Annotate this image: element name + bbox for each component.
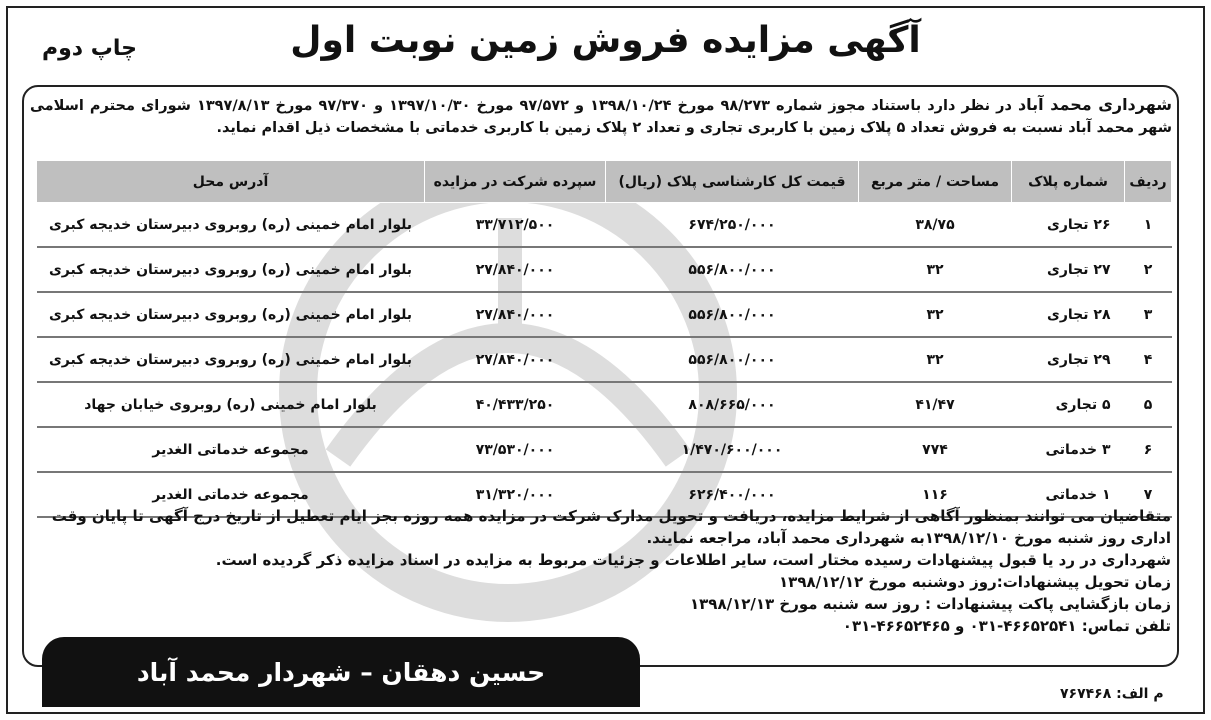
header-row-number: ردیف <box>1125 161 1172 203</box>
intro-text: در نظر دارد باستناد مجوز شماره ۹۸/۲۷۳ مورخ ۱۳۹۸/۱۰/۲۴ و ۹۷/۵۷۲ مورخ ۱۳۹۷/۱۰/۳۰ و ۹۷/۳۷۰ مورخ ۱۳۹۷/۸/۱۳ شورای محترم اسلامی شهر محمد آباد نسبت به فروش تعداد ۵ پلاک زمین با کاربری تجاری و تعداد ۲ پلاک زمین با کاربری خدماتی با مشخصات ذیل اقدام نماید. <box>30 98 1172 136</box>
cell-row-number: ۳ <box>1125 292 1172 337</box>
cell-deposit: ۲۷/۸۴۰/۰۰۰ <box>425 337 606 382</box>
table-row <box>37 427 1172 472</box>
cell-row-number: ۶ <box>1125 427 1172 472</box>
cell-price: ۶۲۶/۴۰۰/۰۰۰ <box>606 472 859 517</box>
cell-plaque: ۲۸ تجاری <box>1012 292 1125 337</box>
header-area: مساحت / متر مربع <box>859 161 1012 203</box>
cell-deposit: ۲۷/۸۴۰/۰۰۰ <box>425 247 606 292</box>
cell-price: ۱/۴۷۰/۶۰۰/۰۰۰ <box>606 427 859 472</box>
header-address: آدرس محل <box>37 161 425 203</box>
conditions-text <box>44 505 1171 637</box>
cell-price: ۶۷۴/۲۵۰/۰۰۰ <box>606 203 859 248</box>
header-plaque: شماره پلاک <box>1012 161 1125 203</box>
cell-address: مجموعه خدماتی الغدیر <box>37 472 425 517</box>
cell-price: ۵۵۶/۸۰۰/۰۰۰ <box>606 337 859 382</box>
table-row <box>37 337 1172 382</box>
table-row <box>37 382 1172 427</box>
opening-time: زمان بازگشایی پاکت پیشنهادات : روز سه شنبه مورخ ۱۳۹۸/۱۲/۱۳ <box>689 595 1171 613</box>
ad-code: م الف: ۷۶۷۴۶۸ <box>1060 686 1164 702</box>
cell-row-number: ۷ <box>1125 472 1172 517</box>
cell-price: ۸۰۸/۶۶۵/۰۰۰ <box>606 382 859 427</box>
contact-phone: تلفن تماس: ۴۶۶۵۲۵۴۱-۰۳۱ و ۴۶۶۵۲۴۶۵-۰۳۱ <box>842 617 1171 635</box>
cell-deposit: ۳۳/۷۱۲/۵۰۰ <box>425 203 606 248</box>
cell-price: ۵۵۶/۸۰۰/۰۰۰ <box>606 292 859 337</box>
cell-address: مجموعه خدماتی الغدیر <box>37 427 425 472</box>
cell-area: ۴۱/۴۷ <box>859 382 1012 427</box>
cell-plaque: ۲۷ تجاری <box>1012 247 1125 292</box>
cell-deposit: ۷۳/۵۳۰/۰۰۰ <box>425 427 606 472</box>
cell-area: ۳۲ <box>859 292 1012 337</box>
ad-title: آگهی مزایده فروش زمین نوبت اول <box>290 20 921 61</box>
cell-address: بلوار امام خمینی (ره) روبروی دبیرستان خدیجه کبری <box>37 292 425 337</box>
cell-area: ۷۷۴ <box>859 427 1012 472</box>
delivery-time: زمان تحویل پیشنهادات:روز دوشنبه مورخ ۱۳۹۸/۱۲/۱۲ <box>779 573 1171 591</box>
cell-deposit: ۴۰/۴۳۳/۲۵۰ <box>425 382 606 427</box>
cell-deposit: ۳۱/۳۲۰/۰۰۰ <box>425 472 606 517</box>
cell-deposit: ۲۷/۸۴۰/۰۰۰ <box>425 292 606 337</box>
cell-plaque: ۵ تجاری <box>1012 382 1125 427</box>
cell-address: بلوار امام خمینی (ره) روبروی خیابان جهاد <box>37 382 425 427</box>
cell-plaque: ۲۹ تجاری <box>1012 337 1125 382</box>
cell-area: ۳۸/۷۵ <box>859 203 1012 248</box>
cell-address: بلوار امام خمینی (ره) روبروی دبیرستان خدیجه کبری <box>37 337 425 382</box>
table-header-row <box>37 161 1172 203</box>
edition-label: چاپ دوم <box>42 36 137 61</box>
cell-address: بلوار امام خمینی (ره) روبروی دبیرستان خدیجه کبری <box>37 247 425 292</box>
intro-paragraph <box>30 94 1172 139</box>
cell-area: ۳۲ <box>859 247 1012 292</box>
cell-row-number: ۲ <box>1125 247 1172 292</box>
cell-area: ۱۱۶ <box>859 472 1012 517</box>
plots-table <box>36 160 1172 518</box>
signature-banner <box>42 637 640 707</box>
cell-row-number: ۵ <box>1125 382 1172 427</box>
header-price: قیمت کل کارشناسی پلاک (ریال) <box>606 161 859 203</box>
municipality-name: شهرداری محمد آباد <box>1017 95 1173 114</box>
cell-row-number: ۱ <box>1125 203 1172 248</box>
cell-plaque: ۳ خدماتی <box>1012 427 1125 472</box>
signature-text: حسین دهقان – شهردار محمد آباد <box>136 657 546 687</box>
table-row <box>37 292 1172 337</box>
rights-paragraph: شهرداری در رد یا قبول پیشنهادات رسیده مختار است، سایر اطلاعات و جزئیات مربوط به مزایده در اسناد مزایده ذکر گردیده است. <box>215 551 1171 569</box>
cell-plaque: ۲۶ تجاری <box>1012 203 1125 248</box>
cell-area: ۳۲ <box>859 337 1012 382</box>
table-row <box>37 203 1172 248</box>
conditions-paragraph: متقاضیان می توانند بمنظور آگاهی از شرایط مزایده، دریافت و تحویل مدارک شرکت در مزایده همه روزه بجز ایام تعطیل از تاریخ درج آگهی تا پایان وقت اداری روز شنبه مورخ ۱۳۹۸/۱۲/۱۰به شهرداری محمد آباد، مراجعه نمایند. <box>51 507 1171 547</box>
cell-price: ۵۵۶/۸۰۰/۰۰۰ <box>606 247 859 292</box>
cell-row-number: ۴ <box>1125 337 1172 382</box>
header-deposit: سپرده شرکت در مزایده <box>425 161 606 203</box>
table-row <box>37 247 1172 292</box>
cell-plaque: ۱ خدماتی <box>1012 472 1125 517</box>
cell-address: بلوار امام خمینی (ره) روبروی دبیرستان خدیجه کبری <box>37 203 425 248</box>
